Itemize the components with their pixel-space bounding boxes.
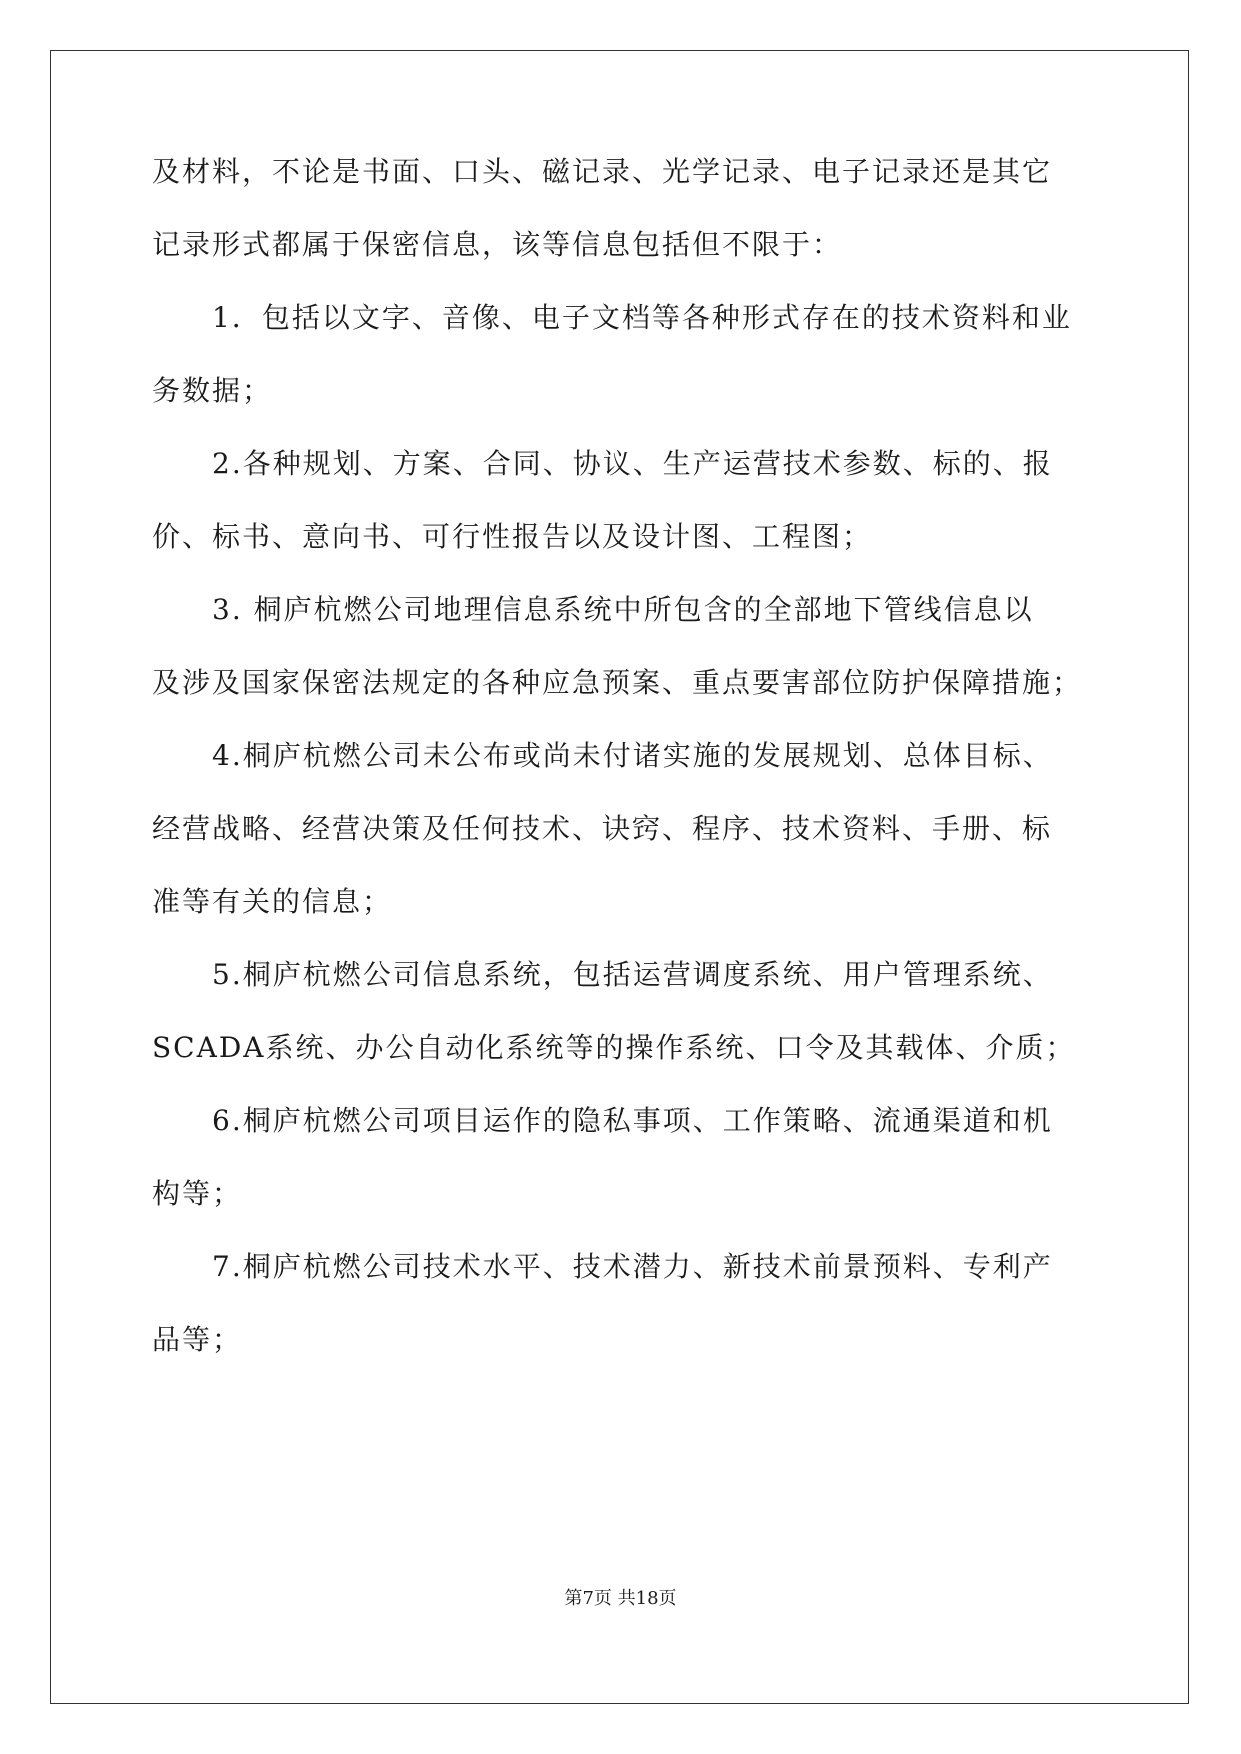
text-line: 价、标书、意向书、可行性报告以及设计图、工程图； [152, 520, 873, 553]
page-number-footer: 第7页 共18页 [564, 1588, 677, 1609]
text-line: 记录形式都属于保密信息，该等信息包括但不限于： [152, 228, 843, 261]
list-item-7-line: 7.桐庐杭燃公司技术水平、技术潜力、新技术前景预料、专利产 [212, 1250, 1053, 1283]
text-line: 品等； [152, 1323, 243, 1356]
text-line: SCADA系统、办公自动化系统等的操作系统、口令及其载体、介质； [152, 1031, 1076, 1064]
text-line: 务数据； [152, 374, 273, 407]
text-line: 准等有关的信息； [152, 885, 393, 918]
text-line: 构等； [152, 1177, 243, 1210]
list-item-2-line: 2.各种规划、方案、合同、协议、生产运营技术参数、标的、报 [212, 447, 1053, 480]
text-line: 及涉及国家保密法规定的各种应急预案、重点要害部位防护保障措施； [152, 666, 1083, 699]
list-item-6-line: 6.桐庐杭燃公司项目运作的隐私事项、工作策略、流通渠道和机 [212, 1104, 1053, 1137]
list-item-3-line: 3. 桐庐杭燃公司地理信息系统中所包含的全部地下管线信息以 [212, 593, 1034, 626]
text-line: 及材料，不论是书面、口头、磁记录、光学记录、电子记录还是其它 [152, 155, 1053, 188]
list-item-4-line: 4.桐庐杭燃公司未公布或尚未付诸实施的发展规划、总体目标、 [212, 739, 1053, 772]
list-item-5-line: 5.桐庐杭燃公司信息系统，包括运营调度系统、用户管理系统、 [212, 958, 1053, 991]
text-line: 经营战略、经营决策及任何技术、诀窍、程序、技术资料、手册、标 [152, 812, 1053, 845]
list-item-1-line: 1．包括以文字、音像、电子文档等各种形式存在的技术资料和业 [212, 301, 1072, 334]
